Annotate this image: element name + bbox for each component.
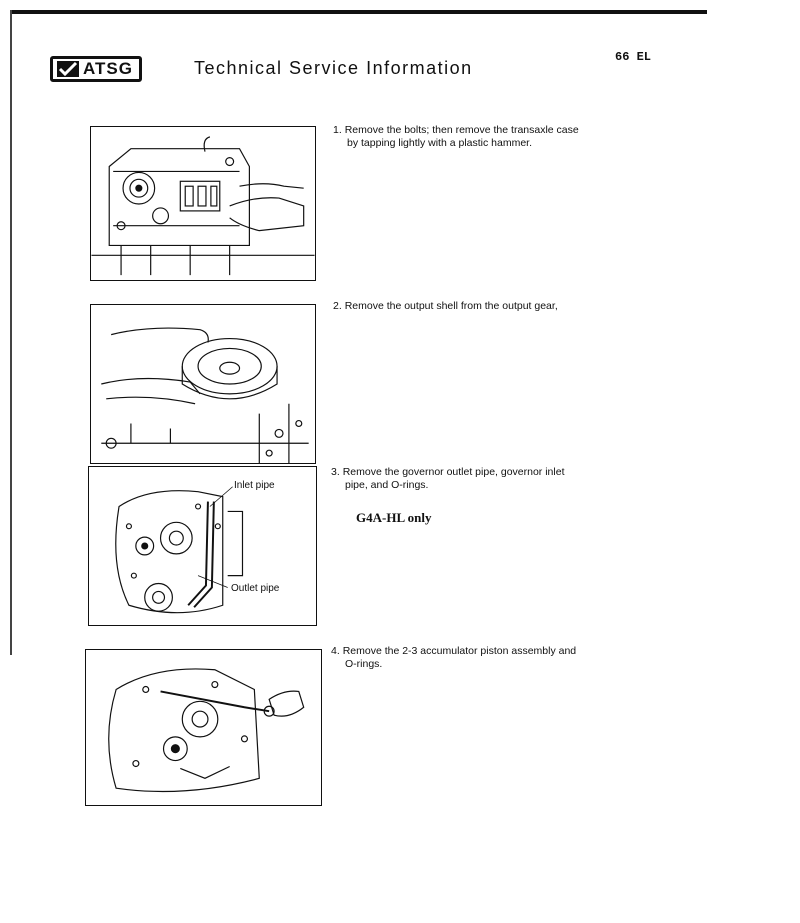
step-4-line-2: O-rings. bbox=[345, 658, 383, 670]
step-3 bbox=[331, 466, 596, 492]
step-1 bbox=[333, 124, 598, 150]
step-4-number: 4. bbox=[331, 645, 340, 657]
step-1-line-2: by tapping lightly with a plastic hammer. bbox=[347, 137, 533, 149]
page-title: Technical Service Information bbox=[194, 58, 473, 78]
governor-pipes-illustration bbox=[89, 467, 316, 625]
step-1-line-1: Remove the bolts; then remove the transaxle case bbox=[344, 124, 579, 136]
left-margin-rule bbox=[10, 10, 12, 655]
step-4 bbox=[331, 645, 596, 671]
page-number: 66 EL bbox=[615, 50, 652, 64]
figure-1-transaxle-case bbox=[90, 126, 316, 281]
figure-2-output-shell bbox=[90, 304, 316, 464]
top-rule bbox=[10, 10, 707, 14]
step-3-line-1: Remove the governor outlet pipe, governor inlet bbox=[342, 466, 565, 478]
step-4-line-1: Remove the 2-3 accumulator piston assembly and bbox=[342, 645, 577, 657]
outlet-pipe-callout: Outlet pipe bbox=[231, 583, 280, 594]
step-3-number: 3. bbox=[331, 466, 340, 478]
step-3-line-2: pipe, and O-rings. bbox=[345, 479, 429, 491]
atsg-logo bbox=[50, 56, 142, 82]
output-shell-illustration bbox=[91, 305, 315, 463]
model-note: G4A-HL only bbox=[356, 510, 432, 525]
transaxle-case-illustration bbox=[91, 127, 315, 280]
figure-3-governor-pipes bbox=[88, 466, 317, 626]
inlet-pipe-callout: Inlet pipe bbox=[234, 480, 275, 491]
step-2-line-1: Remove the output shell from the output gear, bbox=[344, 300, 558, 312]
figure-4-accumulator-piston bbox=[85, 649, 322, 806]
checkmark-icon bbox=[57, 61, 79, 77]
step-1-number: 1. bbox=[333, 124, 342, 136]
step-2 bbox=[333, 300, 598, 313]
accumulator-illustration bbox=[86, 650, 321, 805]
step-2-number: 2. bbox=[333, 300, 342, 312]
logo-text: ATSG bbox=[83, 59, 133, 78]
